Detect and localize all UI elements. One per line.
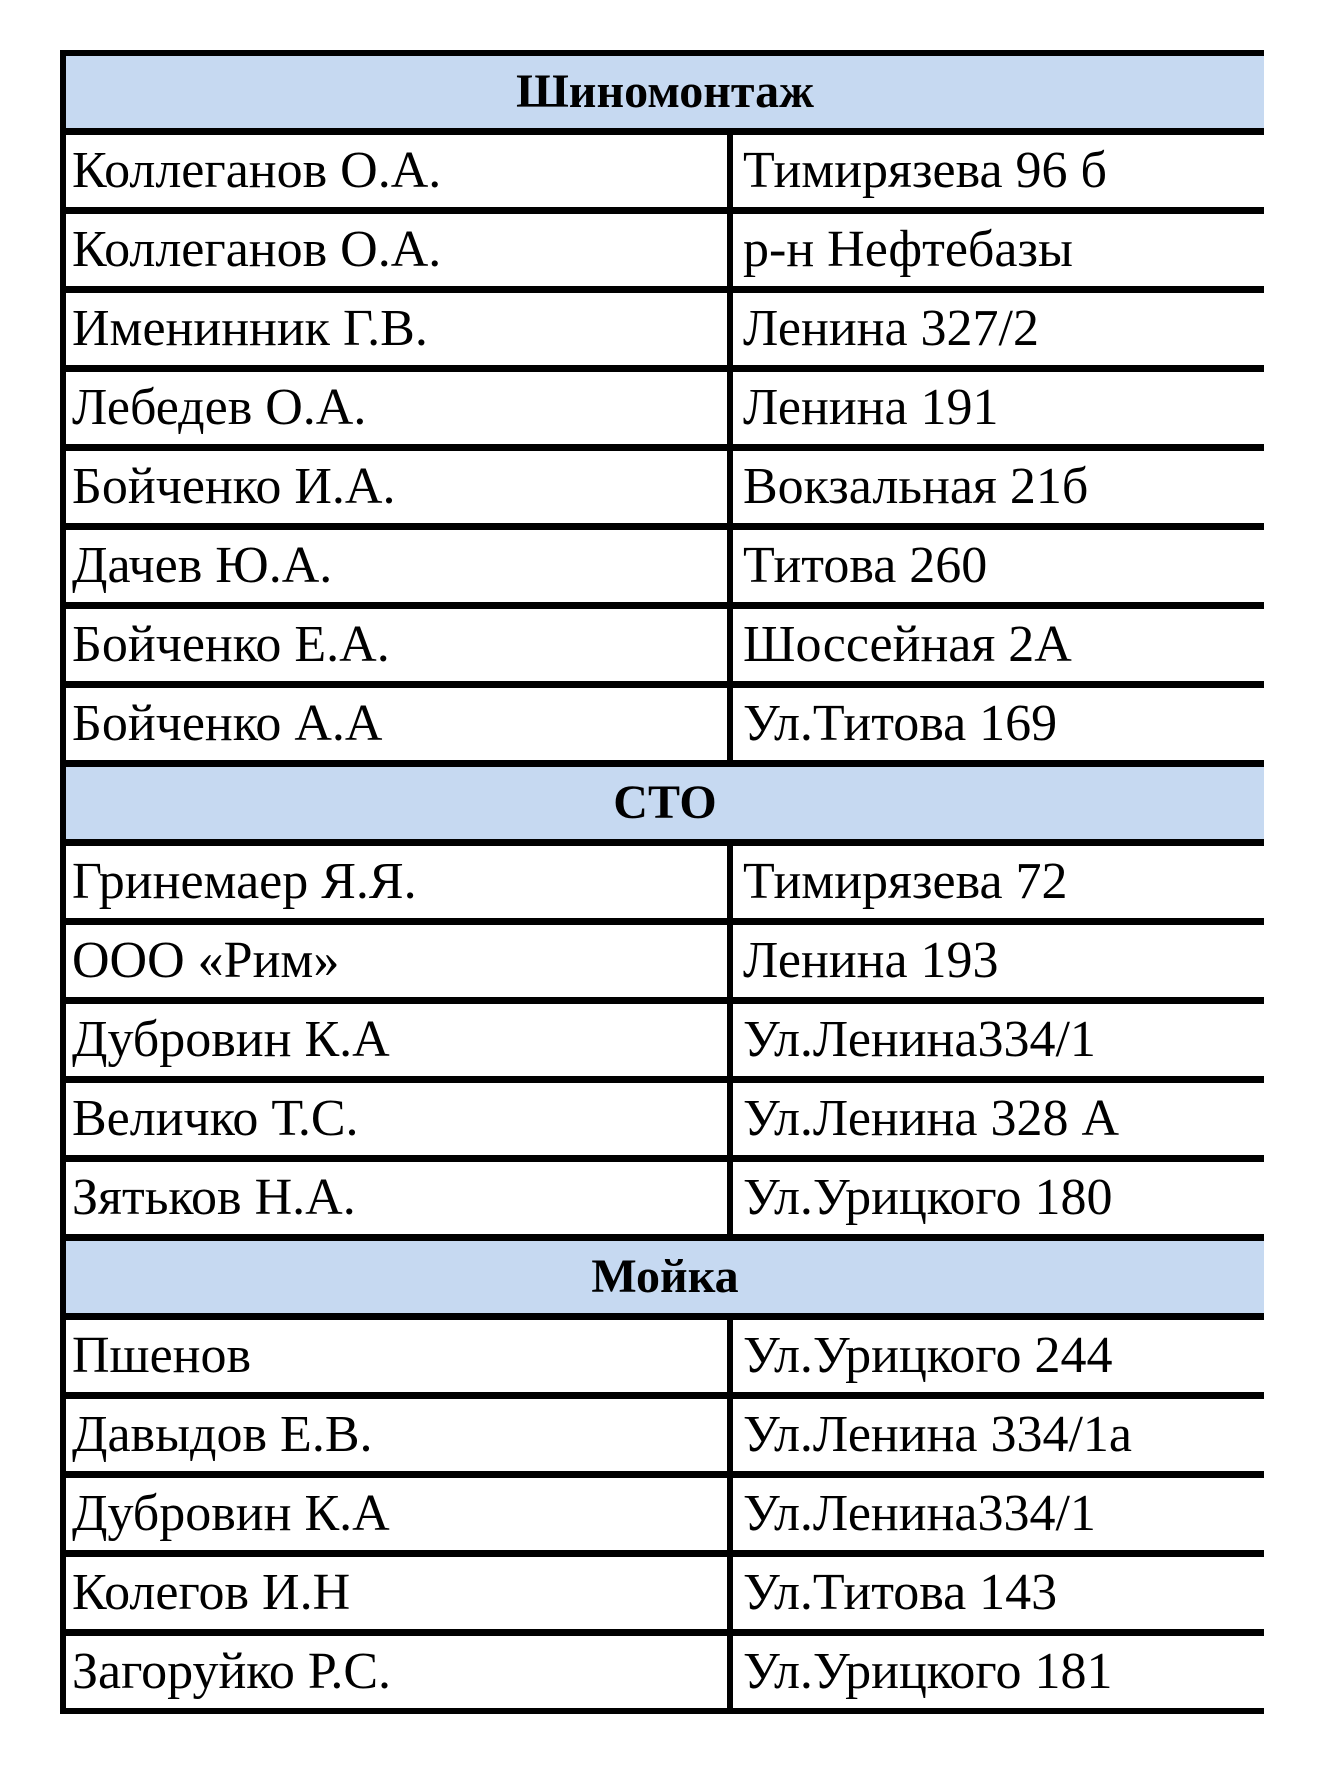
row-name: Колегов И.Н xyxy=(66,1557,727,1629)
row-name: Давыдов Е.В. xyxy=(66,1399,727,1471)
section-header-car-wash: Мойка xyxy=(66,1241,1264,1313)
row-name: Именинник Г.В. xyxy=(66,293,727,365)
row-address: Ленина 193 xyxy=(733,925,1264,997)
row-address: Ленина 191 xyxy=(733,372,1264,444)
row-address: Ул.Ленина 334/1а xyxy=(733,1399,1264,1471)
row-address: Вокзальная 21б xyxy=(733,451,1264,523)
row-address: Ленина 327/2 xyxy=(733,293,1264,365)
row-address: Ул.Урицкого 181 xyxy=(733,1636,1264,1708)
row-name: Дубровин К.А xyxy=(66,1004,727,1076)
row-address: Ул.Титова 143 xyxy=(733,1557,1264,1629)
row-name: Коллеганов О.А. xyxy=(66,214,727,286)
row-address: Титова 260 xyxy=(733,530,1264,602)
directory-grid xyxy=(66,56,1258,1708)
row-name: Бойченко И.А. xyxy=(66,451,727,523)
row-name: Бойченко Е.А. xyxy=(66,609,727,681)
row-name: Коллеганов О.А. xyxy=(66,135,727,207)
row-address: Шоссейная 2А xyxy=(733,609,1264,681)
row-address: Ул.Урицкого 244 xyxy=(733,1320,1264,1392)
section-header-tire-service: Шиномонтаж xyxy=(66,56,1264,128)
row-address: Ул.Ленина334/1 xyxy=(733,1478,1264,1550)
row-name: Лебедев О.А. xyxy=(66,372,727,444)
row-address: Ул.Ленина334/1 xyxy=(733,1004,1264,1076)
row-name: Пшенов xyxy=(66,1320,727,1392)
row-name: Дачев Ю.А. xyxy=(66,530,727,602)
row-address: Тимирязева 72 xyxy=(733,846,1264,918)
row-name: ООО «Рим» xyxy=(66,925,727,997)
row-address: Ул.Урицкого 180 xyxy=(733,1162,1264,1234)
row-address: Тимирязева 96 б xyxy=(733,135,1264,207)
row-address: Ул.Титова 169 xyxy=(733,688,1264,760)
row-name: Зятьков Н.А. xyxy=(66,1162,727,1234)
row-address: р-н Нефтебазы xyxy=(733,214,1264,286)
row-name: Дубровин К.А xyxy=(66,1478,727,1550)
row-address: Ул.Ленина 328 А xyxy=(733,1083,1264,1155)
row-name: Бойченко А.А xyxy=(66,688,727,760)
row-name: Величко Т.С. xyxy=(66,1083,727,1155)
row-name: Гринемаер Я.Я. xyxy=(66,846,727,918)
row-name: Загоруйко Р.С. xyxy=(66,1636,727,1708)
section-header-service-station: СТО xyxy=(66,767,1264,839)
business-directory-table xyxy=(60,50,1264,1714)
